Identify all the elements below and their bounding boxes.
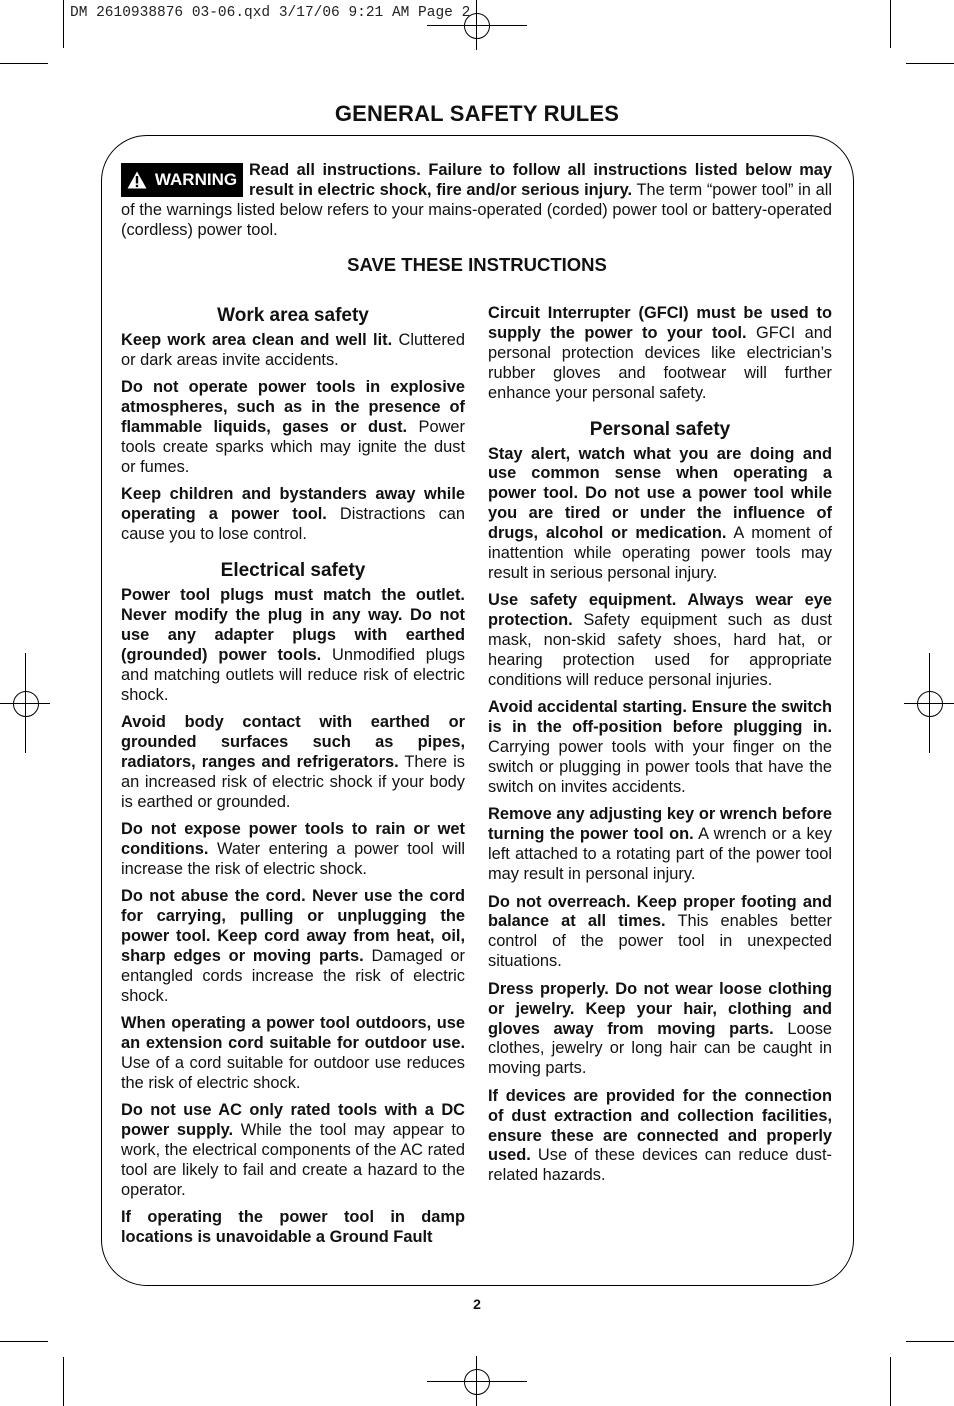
rule-paragraph: If devices are provided for the connection of dust extraction and collection facilities, ensure these are connected and properly used. Use of these devices can reduce dust-related hazards. xyxy=(488,1086,832,1185)
electrical-heading: Electrical safety xyxy=(220,560,366,582)
right-column xyxy=(488,304,832,1194)
crop-mark xyxy=(63,1357,64,1406)
warning-text: The term “power tool” in all of the warnings listed below refers to your mains-operated (corded) power tool or battery-operated (cordless) power tool. xyxy=(121,181,832,239)
rule-paragraph: Do not expose power tools to rain or wet conditions. Water entering a power tool will increase the risk of electric shock. xyxy=(121,820,465,878)
page-number: 2 xyxy=(473,1296,481,1312)
rule-paragraph: Avoid body contact with earthed or grounded surfaces such as pipes, radiators, ranges and refrigerators. There is an increased risk of electric shock if your body is earthed or grounded. xyxy=(121,713,465,811)
rule-paragraph: If operating the power tool in damp locations is unavoidable a Ground Fault xyxy=(121,1208,465,1247)
crop-mark xyxy=(890,0,891,48)
warning-intro xyxy=(121,160,832,240)
page-title: GENERAL SAFETY RULES xyxy=(334,101,620,126)
work-area-heading: Work area safety xyxy=(217,305,369,326)
rule-paragraph: Do not overreach. Keep proper footing and balance at all times. This enables better control of the power tool in unexpected situations. xyxy=(488,892,832,971)
rule-paragraph: Keep work area clean and well lit. Cluttered or dark areas invite accidents. xyxy=(121,331,466,369)
rule-paragraph: Stay alert, watch what you are doing and use common sense when operating a power tool. Do not use a power tool while you are tired or under the influence of drugs, alcohol or medication. A moment of inattention while operating power tools may result in serious personal injury. xyxy=(488,444,832,582)
save-instructions-heading: SAVE THESE INSTRUCTIONS xyxy=(347,254,607,275)
rule-paragraph: Do not use AC only rated tools with a DC power supply. While the tool may appear to work, the electrical components of the AC rated tool are likely to fail and create a hazard to the operator. xyxy=(121,1101,465,1199)
warning-badge xyxy=(121,163,243,197)
personal-safety-heading: Personal safety xyxy=(589,418,731,440)
crop-mark xyxy=(906,1341,954,1342)
rule-paragraph: Remove any adjusting key or wrench before turning the power tool on. A wrench or a key left attached to a rotating part of the power tool may result in personal injury. xyxy=(488,805,832,884)
left-column xyxy=(121,304,465,1256)
crop-mark xyxy=(63,0,64,48)
warning-label: WARNING xyxy=(154,170,238,189)
printer-slug: DM 2610938876 03-06.qxd 3/17/06 9:21 AM Page 2 xyxy=(70,5,471,21)
rule-paragraph: Keep children and bystanders away while operating a power tool. Distractions can cause you to lose control. xyxy=(121,485,465,544)
rule-paragraph: Avoid accidental starting. Ensure the switch is in the off-position before plugging in. Carrying power tools with your finger on the switch or plugging in power tools that have the switch on invites accidents. xyxy=(488,698,832,797)
crop-mark xyxy=(890,1357,891,1406)
rule-paragraph: Power tool plugs must match the outlet. Never modify the plug in any way. Do not use any adapter plugs with earthed (grounded) power tools. Unmodified plugs and matching outlets will reduce risk of electric shock. xyxy=(121,586,465,704)
rule-paragraph: Dress properly. Do not wear loose clothing or jewelry. Keep your hair, clothing and gloves away from moving parts. Loose clothes, jewelry or long hair can be caught in moving parts. xyxy=(488,979,833,1078)
rule-paragraph: Use safety equipment. Always wear eye protection. Safety equipment such as dust mask, non-skid safety shoes, hard hat, or hearing protection used for appropriate conditions will reduce personal injuries. xyxy=(488,591,832,689)
rule-paragraph: Do not operate power tools in explosive atmospheres, such as in the presence of flammable liquids, gases or dust. Power tools create sparks which may ignite the dust or fumes. xyxy=(121,378,465,476)
rule-paragraph: Circuit Interrupter (GFCI) must be used to supply the power to your tool. GFCI and personal protection devices like electrician’s rubber gloves and footwear will further enhance your personal safety. xyxy=(488,304,833,402)
rule-paragraph: When operating a power tool outdoors, use an extension cord suitable for outdoor use. Use of a cord suitable for outdoor use reduces the risk of electric shock. xyxy=(121,1014,465,1092)
crop-mark xyxy=(906,63,954,64)
crop-mark xyxy=(0,63,48,64)
warning-bold-text: Read all instructions. Failure to follow all instructions listed below may result in electric shock, fire and/or serious injury. xyxy=(249,161,832,199)
crop-mark xyxy=(0,1341,48,1342)
rule-paragraph: Do not abuse the cord. Never use the cord for carrying, pulling or unplugging the power tool. Keep cord away from heat, oil, sharp edges or moving parts. Damaged or entangled cords increase the risk of electric shock. xyxy=(121,887,465,1005)
warning-triangle-icon xyxy=(127,171,147,189)
